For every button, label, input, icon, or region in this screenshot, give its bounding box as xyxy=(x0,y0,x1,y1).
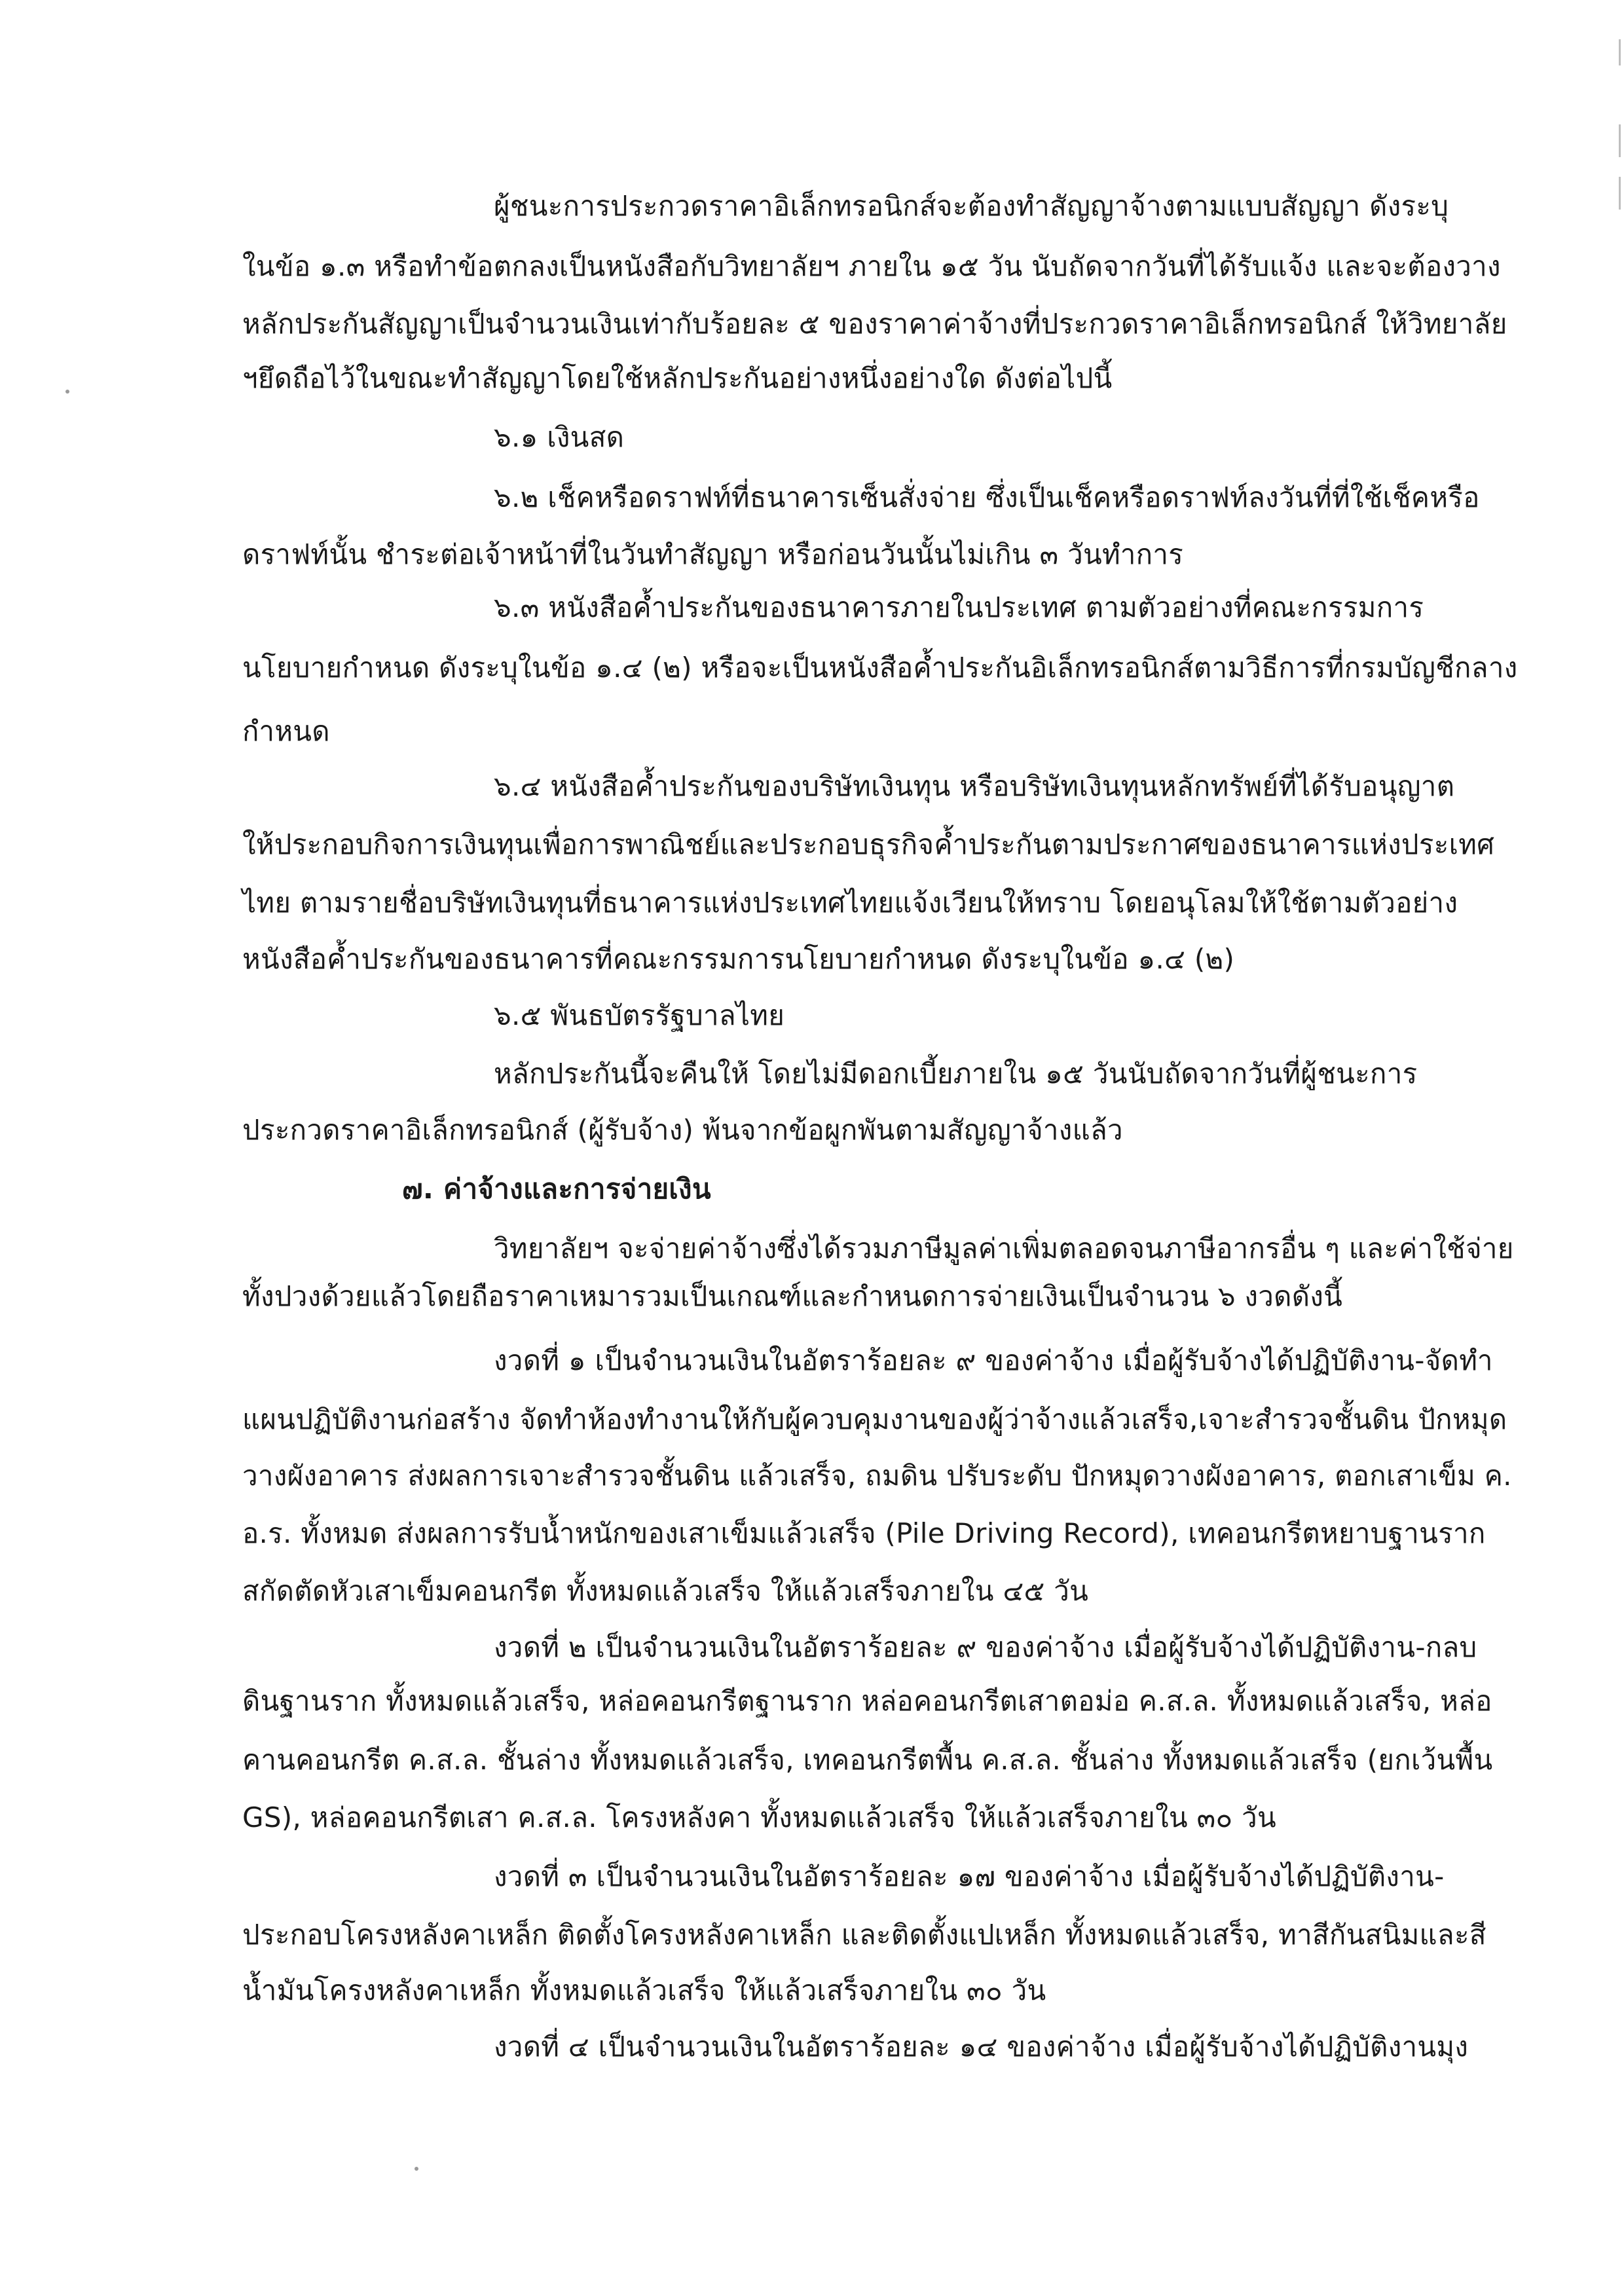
list-item-6-3: ๖.๓ หนังสือค้ำประกันของธนาคารภายในประเทศ ตามตัวอย่างที่คณะกรรมการ xyxy=(494,591,1424,623)
scan-edge-mark xyxy=(1619,177,1621,210)
paragraph-line: แผนปฏิบัติงานก่อสร้าง จัดทำห้องทำงานให้กับผู้ควบคุมงานของผู้ว่าจ้างแล้วเสร็จ,เจาะสำรวจชั้นดิน ปักหมุด xyxy=(242,1403,1507,1435)
paragraph-line: ไทย ตามรายชื่อบริษัทเงินทุนที่ธนาคารแห่งประเทศไทยแจ้งเวียนให้ทราบ โดยอนุโลมให้ใช้ตามตัวอย่าง xyxy=(242,887,1458,919)
installment-1: งวดที่ ๑ เป็นจำนวนเงินในอัตราร้อยละ ๙ ของค่าจ้าง เมื่อผู้รับจ้างได้ปฏิบัติงาน-จัดทำ xyxy=(494,1344,1493,1376)
paragraph-line: ประกอบโครงหลังคาเหล็ก ติดตั้งโครงหลังคาเหล็ก และติดตั้งแปเหล็ก ทั้งหมดแล้วเสร็จ, ทาสีกันสนิมและสี xyxy=(242,1919,1486,1951)
paragraph-line: อ.ร. ทั้งหมด ส่งผลการรับน้ำหนักของเสาเข็มแล้วเสร็จ (Pile Driving Record), เทคอนกรีตหยาบฐานราก xyxy=(242,1517,1486,1549)
paragraph-line: ฯยึดถือไว้ในขณะทำสัญญาโดยใช้หลักประกันอย่างหนึ่งอย่างใด ดังต่อไปนี้ xyxy=(242,362,1113,394)
paragraph-line: หลักประกันนี้จะคืนให้ โดยไม่มีดอกเบี้ยภายใน ๑๕ วันนับถัดจากวันที่ผู้ชนะการ xyxy=(494,1058,1418,1090)
paragraph-line: หนังสือค้ำประกันของธนาคารที่คณะกรรมการนโยบายกำหนด ดังระบุในข้อ ๑.๔ (๒) xyxy=(242,943,1235,975)
paragraph-line: ดราฟท์นั้น ชำระต่อเจ้าหน้าที่ในวันทำสัญญา หรือก่อนวันนั้นไม่เกิน ๓ วันทำการ xyxy=(242,538,1184,570)
paragraph-line: ให้ประกอบกิจการเงินทุนเพื่อการพาณิชย์และประกอบธุรกิจค้ำประกันตามประกาศของธนาคารแห่งประเทศ xyxy=(242,828,1495,860)
paragraph-line: ในข้อ ๑.๓ หรือทำข้อตกลงเป็นหนังสือกับวิทยาลัยฯ ภายใน ๑๕ วัน นับถัดจากวันที่ได้รับแจ้ง และจะต้องวาง xyxy=(242,250,1501,282)
paragraph-line: วางผังอาคาร ส่งผลการเจาะสำรวจชั้นดิน แล้วเสร็จ, ถมดิน ปรับระดับ ปักหมุดวางผังอาคาร, ตอกเสาเข็ม ค. xyxy=(242,1460,1512,1492)
paragraph-line: กำหนด xyxy=(242,715,330,747)
paragraph-line: GS), หล่อคอนกรีตเสา ค.ส.ล. โครงหลังคา ทั้งหมดแล้วเสร็จ ให้แล้วเสร็จภายใน ๓๐ วัน xyxy=(242,1801,1277,1833)
paragraph-line: วิทยาลัยฯ จะจ่ายค่าจ้างซึ่งได้รวมภาษีมูลค่าเพิ่มตลอดจนภาษีอากรอื่น ๆ และค่าใช้จ่าย xyxy=(494,1232,1514,1264)
list-item-6-1: ๖.๑ เงินสด xyxy=(494,421,625,453)
scan-edge-mark xyxy=(1619,124,1621,157)
paragraph-line: ทั้งปวงด้วยแล้วโดยถือราคาเหมารวมเป็นเกณฑ์และกำหนดการจ่ายเงินเป็นจำนวน ๖ งวดดังนี้ xyxy=(242,1280,1343,1312)
scan-edge-mark xyxy=(1619,39,1621,65)
section-7-heading: ๗. ค่าจ้างและการจ่ายเงิน xyxy=(402,1173,711,1205)
list-item-6-5: ๖.๕ พันธบัตรรัฐบาลไทย xyxy=(494,999,785,1031)
paragraph-line: คานคอนกรีต ค.ส.ล. ชั้นล่าง ทั้งหมดแล้วเสร็จ, เทคอนกรีตพื้น ค.ส.ล. ชั้นล่าง ทั้งหมดแล้วเสร็จ (ยกเว้นพื้น xyxy=(242,1744,1493,1776)
paragraph-line: สกัดตัดหัวเสาเข็มคอนกรีต ทั้งหมดแล้วเสร็จ ให้แล้วเสร็จภายใน ๔๕ วัน xyxy=(242,1575,1089,1607)
paragraph-line: หลักประกันสัญญาเป็นจำนวนเงินเท่ากับร้อยละ ๕ ของราคาค่าจ้างที่ประกวดราคาอิเล็กทรอนิกส์ ให้วิทยาลัย xyxy=(242,308,1507,340)
list-item-6-2: ๖.๒ เช็คหรือดราฟท์ที่ธนาคารเซ็นสั่งจ่าย ซึ่งเป็นเช็คหรือดราฟท์ลงวันที่ที่ใช้เช็คหรือ xyxy=(494,481,1480,513)
list-item-6-4: ๖.๔ หนังสือค้ำประกันของบริษัทเงินทุน หรือบริษัทเงินทุนหลักทรัพย์ที่ได้รับอนุญาต xyxy=(494,770,1455,802)
scan-speck xyxy=(65,390,69,394)
scan-speck xyxy=(415,2167,418,2171)
paragraph-line: นโยบายกำหนด ดังระบุในข้อ ๑.๔ (๒) หรือจะเป็นหนังสือค้ำประกันอิเล็กทรอนิกส์ตามวิธีการที่กรมบัญชีกลาง xyxy=(242,652,1518,684)
paragraph-line: ประกวดราคาอิเล็กทรอนิกส์ (ผู้รับจ้าง) พ้นจากข้อผูกพันตามสัญญาจ้างแล้ว xyxy=(242,1114,1123,1146)
installment-3: งวดที่ ๓ เป็นจำนวนเงินในอัตราร้อยละ ๑๗ ของค่าจ้าง เมื่อผู้รับจ้างได้ปฏิบัติงาน- xyxy=(494,1860,1445,1892)
paragraph-line: น้ำมันโครงหลังคาเหล็ก ทั้งหมดแล้วเสร็จ ให้แล้วเสร็จภายใน ๓๐ วัน xyxy=(242,1974,1046,2006)
paragraph-line: ผู้ชนะการประกวดราคาอิเล็กทรอนิกส์จะต้องทำสัญญาจ้างตามแบบสัญญา ดังระบุ xyxy=(494,190,1449,222)
paragraph-line: ดินฐานราก ทั้งหมดแล้วเสร็จ, หล่อคอนกรีตฐานราก หล่อคอนกรีตเสาตอม่อ ค.ส.ล. ทั้งหมดแล้วเสร็จ, หล่อ xyxy=(242,1685,1492,1717)
installment-2: งวดที่ ๒ เป็นจำนวนเงินในอัตราร้อยละ ๙ ของค่าจ้าง เมื่อผู้รับจ้างได้ปฏิบัติงาน-กลบ xyxy=(494,1631,1477,1663)
installment-4: งวดที่ ๔ เป็นจำนวนเงินในอัตราร้อยละ ๑๔ ของค่าจ้าง เมื่อผู้รับจ้างได้ปฏิบัติงานมุง xyxy=(494,2031,1469,2063)
